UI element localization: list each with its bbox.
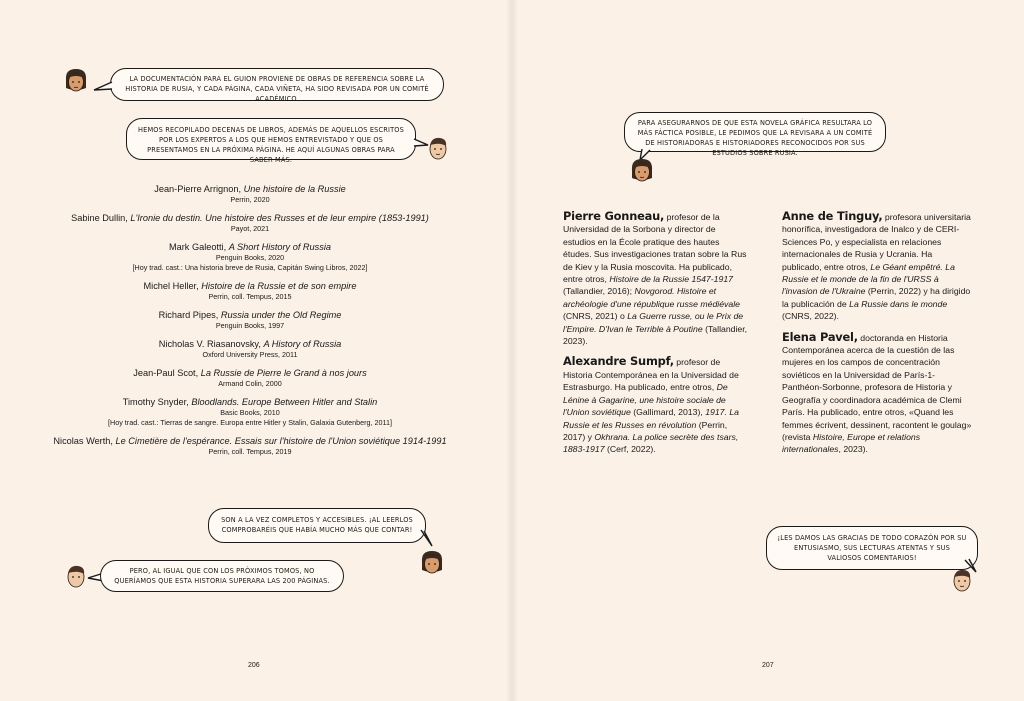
entry-title: Le Cimetière de l'espérance. Essais sur l'histoire de l'Union soviétique 1914-1991 — [115, 436, 447, 446]
book-title: Le Géant empêtré. La Russie et le monde de la fin de l'URSS à l'invasion de l'Ukraine — [782, 261, 955, 297]
entry-author: Mark Galeotti, — [168, 242, 229, 252]
speech-bubble-thanks — [766, 526, 978, 570]
bubble-text: LA DOCUMENTACIÓN PARA EL GUION PROVIENE DE OBRAS DE REFERENCIA SOBRE LA HISTORIA DE RUSIA, Y CADA PÁGINA, CADA VIÑETA, HA SIDO REVISADA POR UN COMITÉ ACADÉMICO. — [125, 75, 429, 103]
entry-publisher: Oxford University Press, 2011 — [202, 350, 298, 359]
bio-text: (CNRS, 2021) o — [563, 311, 628, 322]
man-character-icon — [426, 134, 450, 162]
book-title: Histoire de la Russie 1547-1917 — [609, 274, 733, 285]
entry-publisher: Penguin Books, 2020 — [215, 253, 285, 262]
entry-author: Michel Heller, — [143, 281, 202, 291]
entry-publisher: Basic Books, 2010 — [220, 408, 280, 417]
right-page — [512, 0, 1024, 701]
entry-title: Une histoire de la Russie — [243, 184, 346, 194]
entry-publisher: Perrin, coll. Tempus, 2015 — [208, 292, 292, 301]
experts-column-left — [563, 210, 749, 464]
bio-text: (Tallandier, 2023). — [563, 323, 748, 347]
woman-character-icon — [418, 548, 446, 576]
entry-publisher: Perrin, coll. Tempus, 2019 — [208, 447, 292, 456]
woman-character-icon — [628, 156, 656, 186]
entry-title: Bloodlands. Europe Between Hitler and Stalin — [191, 397, 378, 407]
bibliography-entry — [40, 396, 460, 428]
entry-title: Histoire de la Russie et de son empire — [201, 281, 357, 291]
bio-text: (Tallandier, 2016); — [563, 286, 635, 297]
experts-column-right — [782, 210, 972, 464]
bio-text: , 2023). — [838, 444, 868, 455]
bio-text: (Perrin, 2017) y — [563, 419, 728, 442]
speech-bubble-books — [126, 118, 416, 164]
bibliography-entry — [40, 309, 460, 331]
speech-bubble-intro — [110, 68, 444, 101]
man-character-icon — [64, 562, 88, 590]
speech-bubble-accessible — [208, 508, 426, 543]
bibliography-entry — [40, 241, 460, 273]
bubble-text: SON A LA VEZ COMPLETOS Y ACCESIBLES. ¡AL LEERLOS COMPROBARÉIS QUE HABÍA MUCHO MÁS QUE CONTAR! — [221, 516, 413, 534]
expert-bio-gonneau — [563, 210, 749, 347]
book-title: De Lénine à Gagarine, une histoire sociale de l'Union soviétique — [563, 382, 728, 418]
bibliography-list — [40, 183, 460, 464]
entry-title: La Russie de Pierre le Grand à nos jours — [200, 368, 367, 378]
book-title: Histoire, Europe et relations internationales — [782, 431, 921, 455]
entry-publisher: Penguin Books, 1997 — [215, 321, 285, 330]
bibliography-entry — [40, 183, 460, 205]
bio-text: (CNRS, 2022). — [782, 311, 839, 322]
page-number: 207 — [762, 662, 774, 669]
entry-title: A Short History of Russia — [228, 242, 332, 252]
entry-author: Richard Pipes, — [158, 310, 221, 320]
book-title: Okhrana. La police secrète des tsars, 1883-1917 — [563, 431, 739, 455]
entry-publisher: Perrin, 2020 — [230, 195, 270, 204]
bubble-text: PERO, AL IGUAL QUE CON LOS PRÓXIMOS TOMOS, NO QUERÍAMOS QUE ESTA HISTORIA SUPERARA LAS 200 PÁGINAS. — [114, 567, 330, 585]
bio-text: profesor de la Universidad de la Sorbona y director de estudios en la École pratique des hautes études. Sus investigaciones tratan sobre la Rus de Kiev y la Rusia moscovita. Ha publicado, entre otros, — [563, 212, 747, 285]
entry-publisher: Payot, 2021 — [230, 224, 270, 233]
entry-author: Jean-Pierre Arrignon, — [154, 184, 244, 194]
speech-bubble-pages — [100, 560, 344, 592]
expert-name: Alexandre Sumpf, — [563, 354, 674, 369]
expert-name: Pierre Gonneau, — [563, 209, 665, 223]
book-title: Novgorod. Histoire et archéologie d'une république russe médiévale — [563, 286, 740, 309]
page-number: 206 — [248, 662, 260, 669]
bubble-text: HEMOS RECOPILADO DECENAS DE LIBROS, ADEMÁS DE AQUELLOS ESCRITOS POR LOS EXPERTOS A LOS QUE HEMOS ENTREVISTADO Y QUE OS PRESENTAMOS EN LA PRÓXIMA PÁGINA. HE AQUÍ ALGUNAS OBRAS PARA SABER MÁS. — [138, 126, 404, 164]
entry-author: Nicholas V. Riasanovsky, — [158, 339, 264, 349]
entry-publisher: Armand Colin, 2000 — [218, 379, 282, 388]
expert-name: Elena Pavel, — [782, 329, 858, 344]
bibliography-entry — [40, 280, 460, 302]
entry-title: A History of Russia — [263, 339, 342, 349]
bio-text: profesor de Historia Contemporánea en la Universidad de Estrasburgo. Ha publicado, entre otros, — [563, 357, 739, 393]
bio-text: (Cerf, 2022). — [604, 444, 656, 455]
book-title: La Russie dans le monde — [849, 298, 948, 309]
entry-translation: [Hoy trad. cast.: Tierras de sangre. Europa entre Hitler y Stalin, Galaxia Gutenberg, 2011] — [108, 418, 392, 427]
bio-text: (Perrin, 2022) y ha dirigido la publicación de — [782, 286, 971, 309]
expert-name: Anne de Tinguy, — [782, 209, 883, 223]
bibliography-entry — [40, 338, 460, 360]
bibliography-entry — [40, 212, 460, 234]
entry-title: Russia under the Old Regime — [220, 310, 342, 320]
entry-author: Sabine Dullin, — [71, 213, 131, 223]
bubble-text: PARA ASEGURARNOS DE QUE ESTA NOVELA GRÁFICA RESULTARA LO MÁS FÁCTICA POSIBLE, LE PEDIMOS QUE LA REVISARA A UN COMITÉ DE HISTORIADORAS E HISTORIADORES RECONOCIDOS POR SUS ESTUDIOS SOBRE RUSIA. — [637, 119, 873, 157]
book-title: 1917. La Russie et les Russes en révolution — [563, 407, 740, 430]
entry-translation: [Hoy trad. cast.: Una historia breve de Rusia, Capitán Swing Libros, 2022] — [132, 263, 368, 272]
man-character-icon — [950, 566, 974, 594]
expert-bio-pavel — [782, 331, 972, 456]
book-title: La Guerre russe, ou le Prix de l'Empire. D'Ivan le Terrible à Poutine — [563, 311, 744, 334]
bio-text: (Gallimard, 2013), — [630, 407, 706, 418]
bubble-tail — [92, 80, 114, 94]
bibliography-entry — [40, 367, 460, 389]
entry-author: Nicolas Werth, — [53, 436, 116, 446]
speech-bubble-committee — [624, 112, 886, 157]
entry-title: L'Ironie du destin. Une histoire des Russes et de leur empire (1853-1991) — [130, 213, 429, 223]
bubble-text: ¡LES DAMOS LAS GRACIAS DE TODO CORAZÓN POR SU ENTUSIASMO, SUS LECTURAS ATENTAS Y SUS VALIOSOS COMENTARIOS! — [777, 534, 967, 562]
bio-text: doctoranda en Historia Contemporánea acerca de la cuestión de las mujeres en los campos de concentración soviéticos en la Universidad de París-1-Panthéon-Sorbonne, profesora de Historia y Geografía y coordinadora académica de Clemi París. Ha publicado, entre otros, «Quand les femmes écrivent, dessinent, racontent le goulag» (revista — [782, 332, 972, 442]
expert-bio-tinguy — [782, 210, 972, 323]
entry-author: Timothy Snyder, — [122, 397, 192, 407]
entry-author: Jean-Paul Scot, — [133, 368, 201, 378]
bio-text: profesora universitaria honorífica, investigadora de Inalco y de CERI-Sciences Po, y especialista en relaciones internacionales de Rusia y Ucrania. Ha publicado, entre otros, — [782, 212, 971, 272]
woman-character-icon — [62, 66, 90, 96]
bubble-tail — [420, 528, 436, 550]
expert-bio-sumpf — [563, 355, 749, 455]
bibliography-entry — [40, 435, 460, 457]
